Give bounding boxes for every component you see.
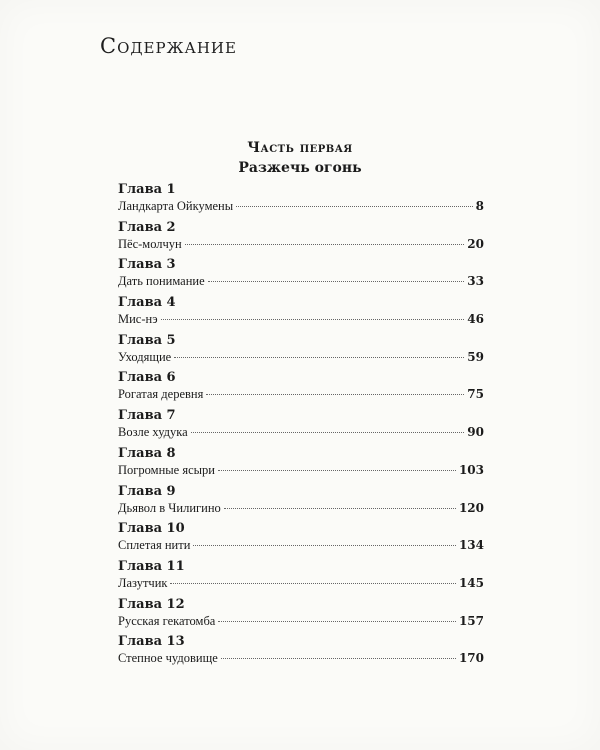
chapter-entry <box>118 295 484 333</box>
dot-leader <box>208 281 465 282</box>
page-number: 33 <box>467 274 484 289</box>
chapter-label: Глава 5 <box>118 332 176 348</box>
chapter-title: Дать понимание <box>118 274 205 289</box>
chapter-label: Глава 3 <box>118 257 176 273</box>
page-number: 75 <box>467 387 484 402</box>
chapter-entry <box>118 597 484 635</box>
chapter-row <box>118 273 484 289</box>
page-number: 20 <box>467 236 484 251</box>
chapter-label: Глава 6 <box>118 370 176 386</box>
chapter-row <box>118 575 484 591</box>
chapter-label: Глава 12 <box>118 596 185 612</box>
chapter-row <box>118 236 484 252</box>
dot-leader <box>193 545 456 546</box>
chapter-row <box>118 650 484 666</box>
dot-leader <box>170 583 455 584</box>
chapter-entry <box>118 370 484 408</box>
chapter-row <box>118 462 484 478</box>
chapter-title: Пёс-молчун <box>118 236 182 251</box>
chapter-title: Лазутчик <box>118 575 168 590</box>
page-number: 170 <box>458 651 484 666</box>
part-name: Разжечь огонь <box>238 160 362 176</box>
chapter-label: Глава 2 <box>118 219 176 235</box>
part-heading <box>0 138 600 178</box>
chapter-title: Рогатая деревня <box>118 387 204 402</box>
chapter-label: Глава 8 <box>118 445 176 461</box>
chapter-title: Русская гекатомба <box>118 613 216 628</box>
chapter-title: Уходящие <box>118 349 172 364</box>
dot-leader <box>221 658 456 659</box>
page-number: 157 <box>458 613 484 628</box>
dot-leader <box>161 319 465 320</box>
chapter-title: Сплетая нити <box>118 538 191 553</box>
dot-leader <box>191 432 465 433</box>
dot-leader <box>174 357 464 358</box>
chapter-entry <box>118 521 484 559</box>
chapter-entry <box>118 257 484 295</box>
chapter-label: Глава 10 <box>118 521 185 537</box>
chapter-title: Ландкарта Ойкумены <box>118 199 234 213</box>
page-number: 90 <box>467 425 484 440</box>
chapter-entry <box>118 408 484 446</box>
dot-leader <box>236 206 473 207</box>
dot-leader <box>218 470 456 471</box>
page-number: 59 <box>467 349 484 364</box>
dot-leader <box>185 244 465 245</box>
chapter-row <box>118 424 484 440</box>
chapter-label: Глава 13 <box>118 634 185 650</box>
chapter-entry <box>118 333 484 371</box>
chapter-row <box>118 386 484 402</box>
page-number: 46 <box>467 312 484 327</box>
chapter-title: Мис-нэ <box>118 312 158 327</box>
chapter-title: Дьявол в Чилигино <box>118 500 221 515</box>
chapter-list <box>118 182 484 672</box>
chapter-entry <box>118 559 484 597</box>
dot-leader <box>218 621 456 622</box>
chapter-row <box>118 613 484 629</box>
chapter-row <box>118 500 484 516</box>
page-number: 145 <box>458 575 484 590</box>
part-label: Часть первая <box>247 140 353 156</box>
chapter-title: Погромные ясыри <box>118 462 215 477</box>
chapter-row <box>118 311 484 327</box>
page-number: 103 <box>458 462 484 477</box>
page-number: 134 <box>458 538 484 553</box>
dot-leader <box>224 508 456 509</box>
chapter-row <box>118 537 484 553</box>
chapter-entry <box>118 484 484 522</box>
chapter-label: Глава 7 <box>118 408 176 424</box>
chapter-label: Глава 11 <box>118 558 185 574</box>
chapter-title: Степное чудовище <box>118 651 218 666</box>
page-number: 120 <box>458 500 484 515</box>
chapter-title: Возле худука <box>118 425 188 440</box>
chapter-entry <box>118 182 484 220</box>
chapter-entry <box>118 446 484 484</box>
chapter-entry <box>118 220 484 258</box>
chapter-entry <box>118 634 484 672</box>
toc-title: Содержание <box>100 34 237 58</box>
chapter-label: Глава 1 <box>118 182 176 197</box>
chapter-row <box>118 198 484 214</box>
chapter-label: Глава 4 <box>118 295 176 311</box>
dot-leader <box>206 394 464 395</box>
page-number: 8 <box>475 199 484 213</box>
chapter-label: Глава 9 <box>118 483 176 499</box>
chapter-row <box>118 349 484 365</box>
